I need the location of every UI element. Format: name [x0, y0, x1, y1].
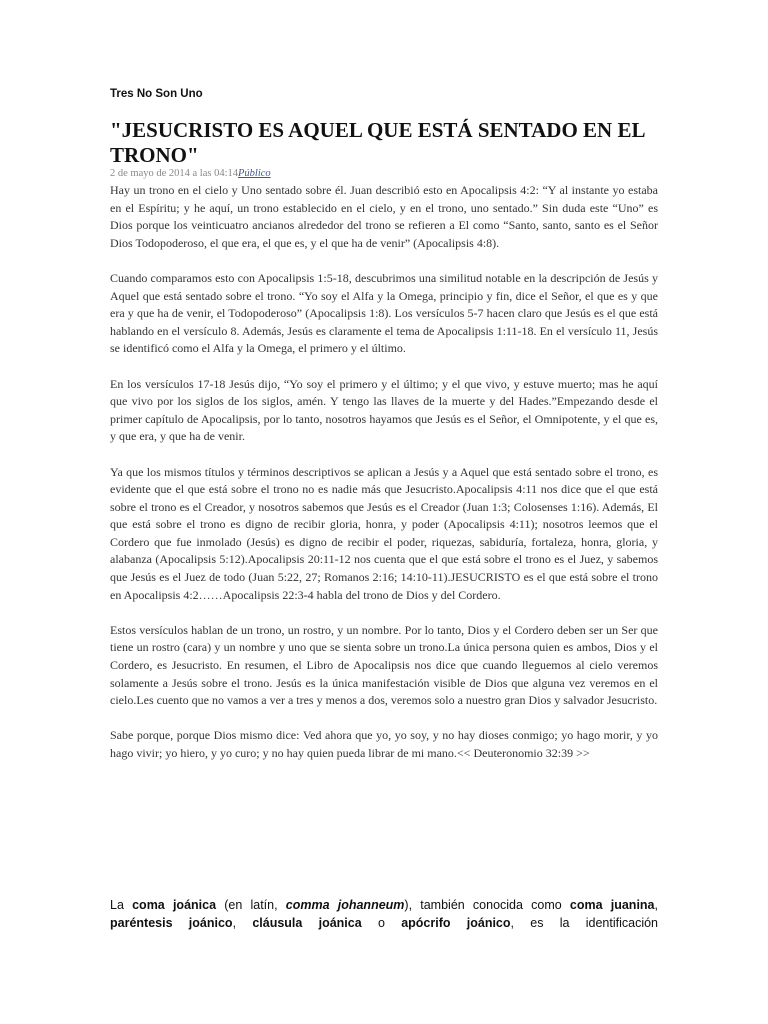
excerpt-bold-term: coma juanina [569, 898, 655, 912]
article-body [110, 182, 658, 780]
visibility-link[interactable]: Público [238, 168, 271, 179]
excerpt-bold-term: paréntesis joánico [110, 916, 233, 930]
excerpt-text: ), también conocida como [404, 898, 570, 912]
excerpt-text: La [110, 898, 133, 912]
excerpt-bold-term: comma johanneum [285, 898, 405, 912]
paragraph: En los versículos 17-18 Jesús dijo, “Yo soy el primero y el último; y el que vivo, y estuve muerto; mas he aquí que vivo por los siglos de los siglos, amén. Y tengo las llaves de la muerte y del Hades.”Empezando desde el primer capítulo de Apocalipsis, por lo tanto, nosotros hayamos que Jesús es el Señor, el Omnipotente, y el que es, y que era, y que ha de venir. [110, 376, 658, 444]
paragraph: Cuando comparamos esto con Apocalipsis 1:5-18, descubrimos una similitud notable en la descripción de Jesús y Aquel que está sentado sobre el trono. “Yo soy el Alfa y la Omega, principio y fin, dice el Señor, el que es y que era y que ha de venir, el Todopoderoso” (Apocalipsis 1:8). Los versículos 5-7 hacen claro que Jesús es el que está hablando en el versículo 8. Además, Jesús es claramente el tema de Apocalipsis 1:11-18. En el versículo 11, Jesús se identificó como el Alfa y la Omega, el primero y el último. [110, 270, 658, 356]
paragraph: Ya que los mismos títulos y términos descriptivos se aplican a Jesús y a Aquel que está sentado sobre el trono, es evidente que el que está sobre el trono no es nadie más que Jesucristo.Apocalipsis 4:11 nos dice que el que está sobre el trono es el Creador, y nosotros sabemos que Jesús es el Creador (Juan 1:3; Colosenses 1:16). Además, El que está sobre el trono es digno de recibir gloria, honra, y poder (Apocalipsis 4:11); nosotros leemos que el Cordero que fue inmolado (Jesús) es digno de recibir el poder, riquezas, sabiduría, fortaleza, honra, gloria, y alabanza (Apocalipsis 5:12).Apocalipsis 20:11-12 nos cuenta que el que está sobre el trono es el Juez, y sabemos que Jesús es el Juez de todo (Juan 5:22, 27; Romanos 2:16; 14:10-11).JESUCRISTO es el que está sobre el trono en Apocalipsis 4:2……Apocalipsis 22:3-4 habla del trono de Dios y del Cordero. [110, 464, 658, 602]
excerpt-text: , [232, 916, 253, 930]
excerpt-text: , [654, 898, 658, 912]
paragraph: Estos versículos hablan de un trono, un rostro, y un nombre. Por lo tanto, Dios y el Cordero deben ser un Ser que tiene un rostro (cara) y un nombre y uno que se sienta sobre un trono.La única persona quien es ambos, Dios y el Cordero, es Jesucristo. En resumen, el Libro de Apocalipsis nos dice que cuando lleguemos al cielo veremos solamente a Jesús sobre el trono. Jesús es la única manifestación visible de Dios que alguna vez veremos en el cielo.Les cuento que no vamos a ver a tres y menos a dos, veremos solo a nuestro gran Dios y salvador Jesucristo. [110, 622, 658, 708]
document-label: Tres No Son Uno [110, 88, 203, 100]
paragraph: Hay un trono en el cielo y Uno sentado sobre él. Juan describió esto en Apocalipsis 4:2: “Y al instante yo estaba en el Espíritu; y he aquí, un trono establecido en el cielo, y en el trono, uno sentado.” Sin duda este “Uno” es Dios porque los veinticuatro ancianos alrededor del trono se refieren a El como “Santo, santo, santo es el Señor Dios Todopoderoso, el que era, el que es, y el que ha de venir” (Apocalipsis 4:8). [110, 183, 658, 250]
excerpt-text: o [361, 916, 402, 930]
article-title: "JESUCRISTO ES AQUEL QUE ESTÁ SENTADO EN EL TRONO" [110, 118, 645, 167]
excerpt-paragraph [110, 896, 658, 932]
excerpt-text: (en latín, [216, 898, 286, 912]
post-date: 2 de mayo de 2014 a las 04:14 [110, 168, 239, 179]
excerpt-bold-term: cláusula joánica [252, 916, 362, 930]
excerpt-text: , es la identificación [510, 916, 659, 930]
excerpt-bold-term: apócrifo joánico [401, 916, 511, 930]
excerpt-bold-term: coma joánica [132, 898, 217, 912]
paragraph: Sabe porque, porque Dios mismo dice: Ved ahora que yo, yo soy, y no hay dioses conmigo; yo hago morir, y yo hago vivir; yo hiero, y yo curo; y no hay quien pueda librar de mi mano.<< Deuteronomio 32:39 >> [110, 728, 658, 760]
post-meta [110, 168, 271, 179]
